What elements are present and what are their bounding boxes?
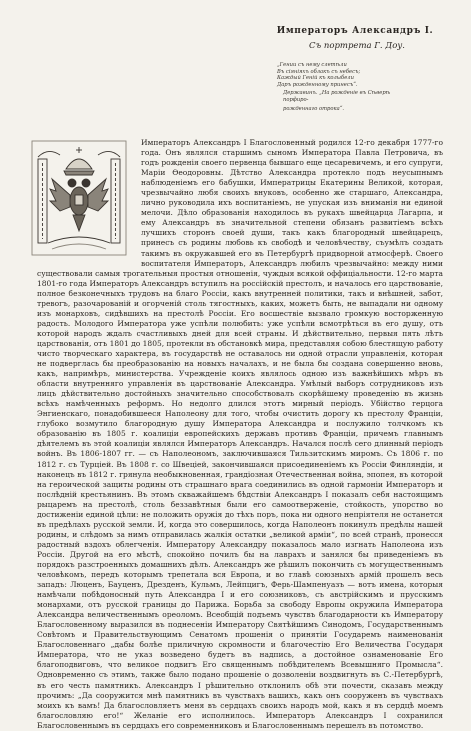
page-title: Императоръ Александръ I. (276, 26, 434, 36)
portrait-caption: Съ портрета Г. Доу. (309, 41, 405, 51)
epigraph-line: „Гении съ нему слетѣли (277, 62, 347, 68)
epigraph (263, 62, 413, 112)
epigraph-line: Даръ рожденному принесъ“. (277, 81, 358, 88)
emblem-spacer (37, 138, 135, 260)
epigraph-attribution-cont: рожденнаго отрока“. (283, 105, 344, 112)
epigraph-line: Въ сіяніяхъ облакъ съ небесъ; (277, 68, 361, 75)
epigraph-line: Каждый Геній къ колыбели (277, 75, 354, 82)
article-paragraph: Императоръ Александръ I Благословенный родился 12-го декабря 1777-го года. Онъ являлся старшимъ сыномъ Императора Павла Петровича, въ годъ рожденія своего первенца бывшаго еще цесаревичемъ, и его супруги, Маріи Ѳеодоровны. Дѣтство Александра протекло подъ неусыпнымъ наблюденіемъ его бабушки, Императрицы Екатерины Великой, которая, чрезвычайно любя своихъ внуковъ, особенно же старшаго, Александра, лично руководила ихъ воспитаніемъ, не упуская изъ вниманія ни единой мелочи. Дѣло образованія находилось въ рукахъ швейцарца Лагарпа, и ему Александръ въ значительной степени обязанъ развитіемъ всѣхъ лучшихъ сторонъ своей души, такъ какъ благородный швейцарецъ, принесъ съ родины любовь къ свободѣ и человѣчеству, съумѣлъ создать такимъ въ окружавшей его въ Петербургѣ придворной атмосферѣ. Своего воспитателя Императоръ, Александръ любилъ чрезвычайно: между ними существовали самыя трогательныя простыя отношенія, чуждыя всякой оффиціальности. 12-го марта 1801-го года Императоръ Александръ вступилъ на россійскій престолъ, и началось его царствованіе, полное безконечныхъ трудовъ на благо Россіи, какъ внутренней политики, такъ и внѣшней, забот, тревогъ, разочарованій и огорченій столь тягостныхъ, каких, можетъ быть, не выпадали ни одному изъ монарховъ, сидѣвшихъ на престолѣ Россіи. Его восшествіе вызвало громкую восторженную радость. Молодого Императора уже успѣли полюбить: уже успѣли всмотрѣться въ его душу, отъ которой народъ ждалъ счастливыхъ дней для всей страны. И дѣйствительно, первыя пять лѣтъ царствованія, отъ 1801 до 1805, протекли въ обстановкѣ мира, представляя собою блестящую работу чисто творческаго характера, въ государствѣ не оставалось ни одной отрасли управленія, которая не подверглась бы преобразованію на новыхъ началахъ, и не была бы создана совершенно вновь, какъ, напримѣръ, министерства. Учрежденіе коихъ являлось одною изъ важнѣйшихъ мѣръ въ области внутренняго управленія въ царствованіе Александра. Умѣлый выборъ сотрудниковъ изъ лицъ дѣйствительно достойныхъ значительно способствовалъ скорѣйшему проведенію въ жизнь всѣхъ намѣченныхъ реформъ. Но недолго длился этотъ мирный періодъ. Убійство герцога Энгиенскаго, понадобившееся Наполеону для того, чтобы очистить дорогу къ престолу Франціи, глубоко возмутило благородную душу Императора Александра и послужило толчкомъ къ образованію въ 1805 г. коалиціи европейскихъ державъ противъ Франціи, причемъ главнымъ дѣятелемъ въ этой коалиціи являлся Императоръ Александръ. Начался послѣ сего длинный періодъ войнъ. Въ 1806-1807 гг. — съ Наполеономъ, заключившаяся Тильзитскимъ миромъ. Съ 1806 г. по 1812 г. съ Турціей. Въ 1808 г. со Швеціей, закончившаяся присоединеніемъ къ Россіи Финляндіи, и наконецъ въ 1812 г. грянула необыкновенная, грандіозная Отечественная война, эпопея, въ которой на героической защиты родины отъ страшнаго врага соединились въ одной гармоніи Императоръ и послѣдній крестьянинъ. Въ этомъ скважайшемъ бѣдствіи Александръ I показалъ себя настоящимъ рыцаремъ на престолѣ, столь беззавѣтныя были его самоотверженіе, стойкость, упорство во достиженіи единой цѣли: не положить оружія до тѣхъ поръ, пока ни одного непріятеля не останется въ предѣлахъ русской земли. И, когда это совершилось, когда Наполеонъ покинулъ предѣлы нашей родины, и слѣдомъ за нимъ отправилась жалкія остатки „великой арміи“, по всей странѣ, пронесся радостный вздохъ облегченія. Императору Александру показалось мало изгнать Наполеона изъ Россіи. Другой на его мѣстѣ, спокойно почилъ бы на лаврахъ и занялся бы приведеніемъ въ порядокъ разстроенныхъ домашнихъ дѣлъ. Александръ же рѣшилъ покончить съ могущественнымъ человѣкомъ, передъ которымъ трепетала вся Европа, и во главѣ союзныхъ армій прошелъ весь западъ: Люценъ, Бауценъ, Дрезденъ, Кульмъ, Лейпцигъ, Ферь-Шампенуазъ — вотъ имена, которыя намѣчали побѣдоносный путь Александра I и его союзниковъ, съ австрійскимъ и прусскимъ монархами, отъ русской границы до Парижа. Борьба за свободу Европы окружила Императора Александра величественнымъ ореоломъ. Всеобщій подъемъ чувствъ благодарности къ Императору Благословенному выразился въ поднесеніи Императору Святѣйшимъ Синодомъ, Государственнымъ Совѣтомъ и Правительствующимъ Сенатомъ прошенія о принятіи Государемъ наименованія Благословеннаго „дабы болѣе приличную скромности и благочестію Его Величества Государя Императора, что не указ возведено будетъ въ надпись, а достойное ознаменованіе Его благоподвиговъ, что великое подвигъ Его священнымъ побѣдителемъ Всевышняго Промысла“. Одновременно съ этимъ, также было подано прошеніе о дозволеніи воздвигнуть въ С.-Петербургѣ, въ его честь памятникъ. Александръ I рѣшительно отклонилъ обѣ эти почести, сказавъ между прочимъ: „Да сооружится мнѣ памятникъ въ чувствахъ вашихъ, какъ онъ сооруженъ въ чувствахъ моихъ къ вамъ! Да благословляетъ меня въ сердцахъ своихъ народъ мой, какъ я въ сердцѣ моемъ благословляю его!“ Желаніе его исполнилось. Императоръ Александръ I сохранился Благословеннымъ въ сердцахъ его современниковъ и Благословеннымъ перешелъ въ потомство. (37, 138, 443, 730)
article-body (37, 138, 443, 731)
epigraph-attribution: Державинъ. „На рожденіе въ Сѣверѣ порфиро- (283, 90, 391, 103)
